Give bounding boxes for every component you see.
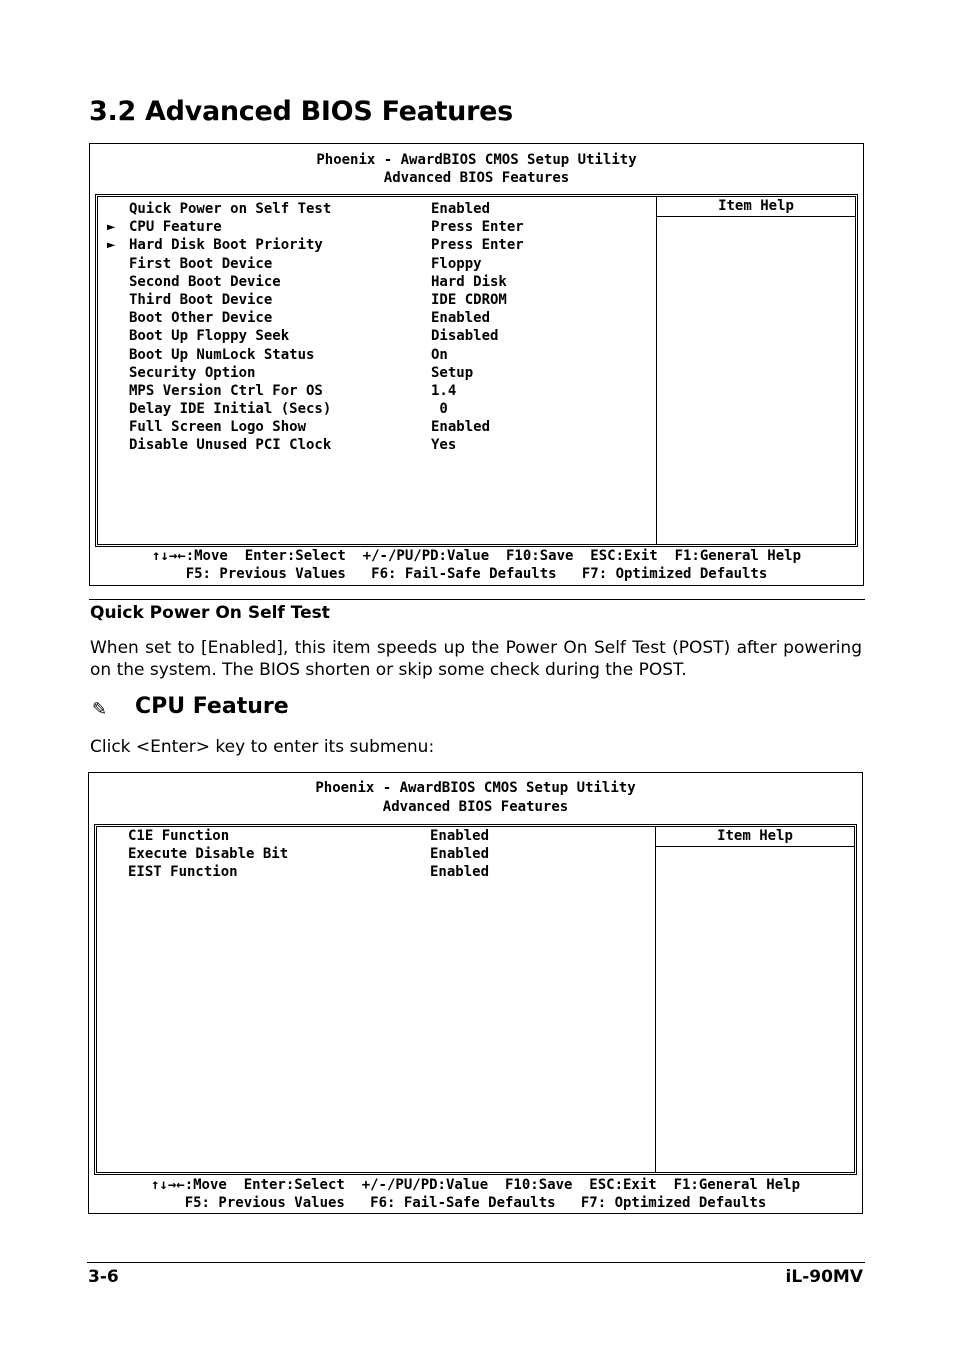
bios-item-value[interactable]: Enabled xyxy=(430,828,490,844)
bios-menu-item[interactable] xyxy=(98,309,658,327)
bios-item-value[interactable]: Yes xyxy=(431,437,457,454)
submenu-arrow-icon: ► xyxy=(107,219,116,236)
bios-item-label: Quick Power on Self Test xyxy=(129,201,332,217)
bios-menu-item[interactable] xyxy=(98,273,658,291)
bios-menu-item[interactable] xyxy=(98,200,658,218)
bios-item-value[interactable]: Enabled xyxy=(431,310,491,327)
bios-item-label: Third Boot Device xyxy=(129,291,273,308)
bios-item-value[interactable]: Setup xyxy=(431,364,474,381)
bios-menu-item[interactable] xyxy=(97,827,657,845)
bios-item-value[interactable]: Enabled xyxy=(430,846,490,863)
item-help-title: Item Help xyxy=(656,827,854,847)
bios-menu-list xyxy=(98,200,658,455)
bios-item-label: Execute Disable Bit xyxy=(128,846,289,863)
bios-item-label: Security Option xyxy=(129,364,256,381)
bios-item-value[interactable]: Hard Disk xyxy=(431,273,507,290)
section-title-cpu-feature: CPU Feature xyxy=(135,694,289,719)
section-text-cpu-feature: Click <Enter> key to enter its submenu: xyxy=(90,737,435,757)
model-name: iL-90MV xyxy=(785,1267,863,1287)
bios-item-value[interactable]: IDE CDROM xyxy=(431,291,507,308)
bios-menu-item[interactable] xyxy=(98,291,658,309)
bios-header-subtitle: Advanced BIOS Features xyxy=(383,170,570,186)
bios-header-title: Phoenix - AwardBIOS CMOS Setup Utility xyxy=(316,152,637,168)
bios-header-title: Phoenix - AwardBIOS CMOS Setup Utility xyxy=(315,780,636,796)
bios-menu-item[interactable] xyxy=(98,236,658,254)
bios-item-label: MPS Version Ctrl For OS xyxy=(129,382,323,399)
bios-menu-item[interactable] xyxy=(98,218,658,236)
bios-item-label: Disable Unused PCI Clock xyxy=(129,437,332,454)
bios-menu-item[interactable] xyxy=(97,845,657,863)
bios-menu-item[interactable] xyxy=(98,327,658,345)
bios-screen-main xyxy=(89,143,864,586)
bios-item-label: Delay IDE Initial (Secs) xyxy=(129,401,332,418)
bios-item-value[interactable]: Enabled xyxy=(431,419,491,436)
submenu-arrow-icon: ► xyxy=(107,237,116,254)
bios-item-label: Second Boot Device xyxy=(129,273,281,290)
bios-item-value[interactable]: Press Enter xyxy=(431,237,524,254)
bios-key-hints: ↑↓→←:Move Enter:Select +/-/PU/PD:Value F10:Save ESC:Exit F1:General Help xyxy=(150,1177,800,1193)
bios-item-label: EIST Function xyxy=(128,864,238,881)
bios-item-value[interactable]: 0 xyxy=(431,401,448,418)
bios-header-subtitle: Advanced BIOS Features xyxy=(382,799,569,815)
pencil-icon: ✎ xyxy=(92,699,108,720)
bios-item-label: First Boot Device xyxy=(129,255,273,272)
bios-key-hints-defaults: F5: Previous Values F6: Fail-Safe Defaults F7: Optimized Defaults xyxy=(184,1195,767,1211)
bios-key-hints-defaults: F5: Previous Values F6: Fail-Safe Defaults F7: Optimized Defaults xyxy=(185,566,768,582)
section-text-quick-post: When set to [Enabled], this item speeds up the Power On Self Test (POST) after powering on the system. The BIOS shorten or skip some check during the POST. xyxy=(90,638,862,680)
bios-menu-item[interactable] xyxy=(98,400,658,418)
bios-menu-item[interactable] xyxy=(98,364,658,382)
bios-item-value[interactable]: Enabled xyxy=(431,201,491,217)
bios-item-label: Full Screen Logo Show xyxy=(129,419,307,436)
section-divider xyxy=(89,599,865,600)
bios-item-value[interactable]: 1.4 xyxy=(431,382,457,399)
bios-item-label: CPU Feature xyxy=(129,219,222,236)
bios-item-label: Boot Other Device xyxy=(129,310,273,327)
item-help-panel xyxy=(655,827,854,1172)
bios-item-value[interactable]: Enabled xyxy=(430,864,490,881)
bios-menu-item[interactable] xyxy=(98,382,658,400)
section-title-quick-post: Quick Power On Self Test xyxy=(90,603,330,623)
item-help-title: Item Help xyxy=(657,197,855,217)
bios-item-label: Boot Up Floppy Seek xyxy=(129,328,290,345)
item-help-panel xyxy=(656,197,855,544)
bios-menu-item[interactable] xyxy=(98,255,658,273)
bios-menu-item[interactable] xyxy=(98,418,658,436)
bios-menu-item[interactable] xyxy=(98,436,658,454)
bios-item-label: C1E Function xyxy=(128,828,230,844)
bios-menu-panel xyxy=(95,194,858,547)
page-number: 3-6 xyxy=(88,1267,119,1287)
bios-item-value[interactable]: Floppy xyxy=(431,255,482,272)
bios-item-value[interactable]: On xyxy=(431,346,448,363)
bios-item-label: Hard Disk Boot Priority xyxy=(129,237,323,254)
bios-key-hints: ↑↓→←:Move Enter:Select +/-/PU/PD:Value F10:Save ESC:Exit F1:General Help xyxy=(151,548,801,564)
bios-menu-item[interactable] xyxy=(98,346,658,364)
bios-screen-cpu-feature xyxy=(88,772,863,1214)
bios-menu-list xyxy=(97,827,657,882)
bios-item-value[interactable]: Press Enter xyxy=(431,219,524,236)
bios-item-label: Boot Up NumLock Status xyxy=(129,346,315,363)
bios-menu-item[interactable] xyxy=(97,863,657,881)
bios-item-value[interactable]: Disabled xyxy=(431,328,499,345)
page-title: 3.2 Advanced BIOS Features xyxy=(89,96,513,127)
bios-menu-panel xyxy=(94,824,857,1175)
footer-divider xyxy=(87,1262,865,1263)
